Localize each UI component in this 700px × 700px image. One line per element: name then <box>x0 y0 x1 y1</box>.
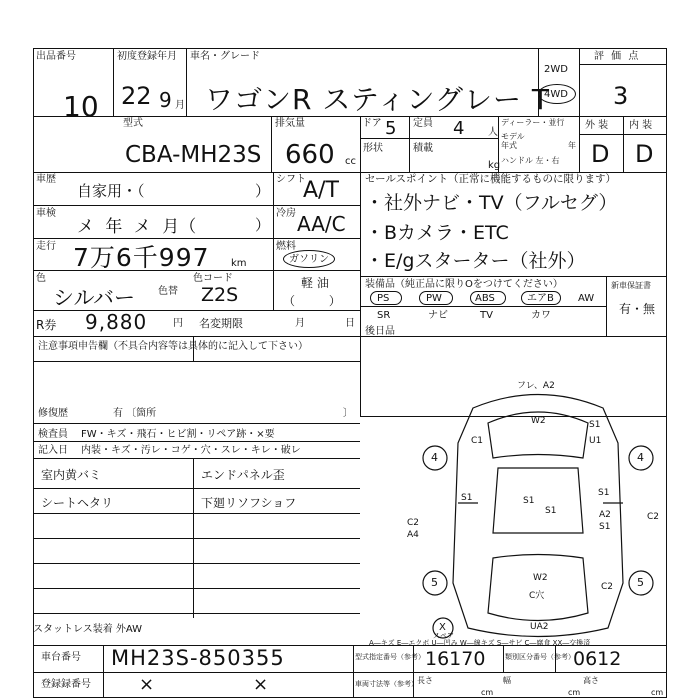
lot-number-label: 出品番号 <box>36 51 76 62</box>
sales-point-2: ・Bカメラ・ETC <box>365 222 509 244</box>
capacity-label: 定員 <box>413 118 433 129</box>
mark-6: 4 <box>637 451 644 464</box>
fuel-light-oil: 軽 油 <box>301 276 329 290</box>
shape-label: 形状 <box>363 143 383 154</box>
warranty-value: 有・無 <box>619 302 656 316</box>
rating-label: 評 価 点 <box>594 51 641 62</box>
height-label: 高さ <box>583 676 599 685</box>
class-label: 類別区分番号（参考） <box>505 653 575 661</box>
inspector-codes-2: 内装・キズ・汚レ・コゲ・穴・スレ・キレ・破レ <box>81 445 301 456</box>
registration-label: 登録録番号 <box>41 679 91 690</box>
color-label: 色 <box>36 273 46 284</box>
recycle-label: R券 <box>36 318 57 332</box>
drive-4wd: 4WD <box>544 89 568 100</box>
mark-3: U1 <box>589 436 602 446</box>
name-change-day: 日 <box>345 318 355 329</box>
handle-label: ハンドル 左・右 <box>501 156 560 165</box>
inspector-codes-1: FW・キズ・飛石・ヒビ割・リペア跡・×要 <box>81 429 275 440</box>
repair-history-value: 有 〔箇所 <box>113 408 157 419</box>
equip-sr: SR <box>377 310 391 321</box>
spare-label: スペア <box>433 632 454 640</box>
door-label: ドア <box>362 118 382 129</box>
equip-abs: ABS <box>475 293 495 304</box>
mark-12: S1 <box>599 522 611 532</box>
load-unit: kg <box>488 160 501 171</box>
dims-label: 車両寸法等（参考） <box>355 680 418 688</box>
mark-11: A2 <box>599 510 611 520</box>
displacement-label: 排気量 <box>275 118 305 129</box>
color-value: シルバー <box>53 286 136 310</box>
name-change-month: 月 <box>295 318 305 329</box>
exterior-grade: D <box>591 140 610 168</box>
drive-2wd: 2WD <box>544 64 568 75</box>
sales-point-3: ・E/gスターター（社外） <box>365 250 586 272</box>
mark-22: X <box>439 622 446 633</box>
first-registration-label: 初度登録年月 <box>117 51 177 62</box>
registration-month-unit: 月 <box>175 100 185 111</box>
notes-label: 注意事項申告欄（不具合内容等は具体的に記入して下さい） <box>38 341 308 352</box>
sales-point-label: セールスポイント（正常に機能するものに限ります） <box>365 173 617 185</box>
model-year-label-1: モデル <box>501 132 525 141</box>
ac-label: 冷房 <box>276 208 296 219</box>
color-code-label: 色コード <box>193 273 233 284</box>
width-unit: cm <box>568 688 581 697</box>
type-cert-label: 型式指定番号（参考） <box>355 653 425 661</box>
color-change-label: 色替 <box>158 286 178 297</box>
later-items-label: 後日品 <box>365 326 395 337</box>
equip-tv: TV <box>480 310 493 321</box>
auction-sheet <box>33 48 667 698</box>
ac-value: AA/C <box>297 212 346 236</box>
mark-4: C1 <box>471 436 484 446</box>
mark-21: UA2 <box>530 622 549 632</box>
mark-0: フレ、A2 <box>517 381 555 391</box>
class-value: 0612 <box>573 648 622 670</box>
shift-label: シフト <box>276 174 306 185</box>
name-change-label: 名変期限 <box>199 317 243 330</box>
repair-history-close: 〕 <box>343 408 353 419</box>
equip-pw: PW <box>426 293 442 304</box>
mileage-label: 走行 <box>36 241 56 252</box>
interior-grade: D <box>635 140 654 168</box>
comment-1: 室内黄バミ <box>41 468 102 482</box>
displacement-unit: cc <box>345 156 356 167</box>
history-close: ） <box>255 182 271 200</box>
repair-history-label: 修復歴 <box>38 408 68 419</box>
registration-value-2: × <box>253 674 269 695</box>
inspection-close: ） <box>255 216 271 234</box>
height-unit: cm <box>651 688 664 697</box>
mark-9: S1 <box>598 488 610 498</box>
equip-aw: AW <box>578 293 595 304</box>
chassis-label: 車台番号 <box>41 652 81 663</box>
mark-14: A4 <box>407 530 419 540</box>
comment-2: シートヘタリ <box>41 496 114 510</box>
comment-4: 下廻リソフショフ <box>201 496 297 510</box>
model-name: ワゴンR スティングレー T <box>205 83 551 116</box>
recycle-unit: 円 <box>173 318 183 329</box>
sales-point-1: ・社外ナビ・TV（フルセグ） <box>365 192 618 214</box>
displacement-value: 660 <box>285 140 335 170</box>
mark-8: S1 <box>523 496 535 506</box>
length-unit: cm <box>481 688 494 697</box>
dealer-label: ディーラー・並行 <box>501 118 565 127</box>
mark-13: C2 <box>407 518 420 528</box>
fuel-gasoline: ガソリン <box>289 254 329 265</box>
recycle-value: 9,880 <box>85 310 148 334</box>
interior-label: 内 装 <box>629 120 653 131</box>
car-roof-panel <box>493 468 583 533</box>
fuel-paren: （ ） <box>283 294 341 308</box>
type-cert-value: 16170 <box>425 648 486 670</box>
equip-ps: PS <box>377 293 390 304</box>
type-label: 型式 <box>123 118 143 129</box>
mark-5: 4 <box>431 451 438 464</box>
door-value: 5 <box>385 118 397 139</box>
mark-7: S1 <box>461 493 473 503</box>
registration-month: 9 <box>159 88 172 112</box>
mark-10: S1 <box>545 506 557 516</box>
damage-legend: A―キズ E―エクボ U―凹み W―線キズ S―サビ C―腐食 XX―交換済 <box>369 639 591 647</box>
load-label: 積載 <box>413 143 433 154</box>
mark-17: 5 <box>637 576 644 589</box>
chassis-number: MH23S-850355 <box>111 646 285 670</box>
history-label: 車歴 <box>36 174 56 185</box>
history-value: 自家用・（ <box>77 182 145 200</box>
capacity-unit: 人 <box>488 127 498 138</box>
length-label: 長さ <box>417 676 433 685</box>
capacity-value: 4 <box>453 118 465 139</box>
equip-leather: カワ <box>531 310 551 321</box>
mileage-value: 7万6千997 <box>73 243 210 272</box>
lot-number: 10 <box>63 90 99 123</box>
model-year-label-2: 年式 <box>501 141 517 150</box>
shift-value: A/T <box>303 178 339 203</box>
mark-18: W2 <box>533 573 548 583</box>
comment-3: エンドパネル歪 <box>201 468 285 482</box>
mark-1: W2 <box>531 416 546 426</box>
mark-15: C2 <box>647 512 660 522</box>
type-value: CBA-MH23S <box>125 142 262 168</box>
registration-year: 22 <box>121 82 152 110</box>
bottom-note: スタットレス装着 外AW <box>33 624 143 635</box>
mileage-unit: km <box>231 258 247 269</box>
mark-19: C穴 <box>529 591 545 601</box>
equip-navi: ナビ <box>428 310 448 321</box>
entry-date-label: 記入日 <box>38 445 68 456</box>
model-year-unit: 年 <box>568 141 576 150</box>
registration-value-1: × <box>139 674 155 695</box>
equipment-label: 装備品（純正品に限りOをつけてください） <box>365 279 563 290</box>
inspection-label: 車検 <box>36 208 56 219</box>
inspection-value: メ 年 メ 月（ <box>77 217 197 237</box>
warranty-label: 新車保証書 <box>611 281 651 290</box>
equip-airbag: エアB <box>527 293 554 304</box>
mark-2: S1 <box>589 420 601 430</box>
rating-value: 3 <box>613 82 629 110</box>
color-code-value: Z2S <box>201 284 239 306</box>
mark-20: C2 <box>601 582 614 592</box>
model-label: 車名・グレード <box>190 51 260 62</box>
mark-16: 5 <box>431 576 438 589</box>
inspector-label: 検査員 <box>38 429 68 440</box>
width-label: 幅 <box>503 676 511 685</box>
exterior-label: 外 装 <box>585 120 609 131</box>
fuel-label: 燃料 <box>276 241 296 252</box>
